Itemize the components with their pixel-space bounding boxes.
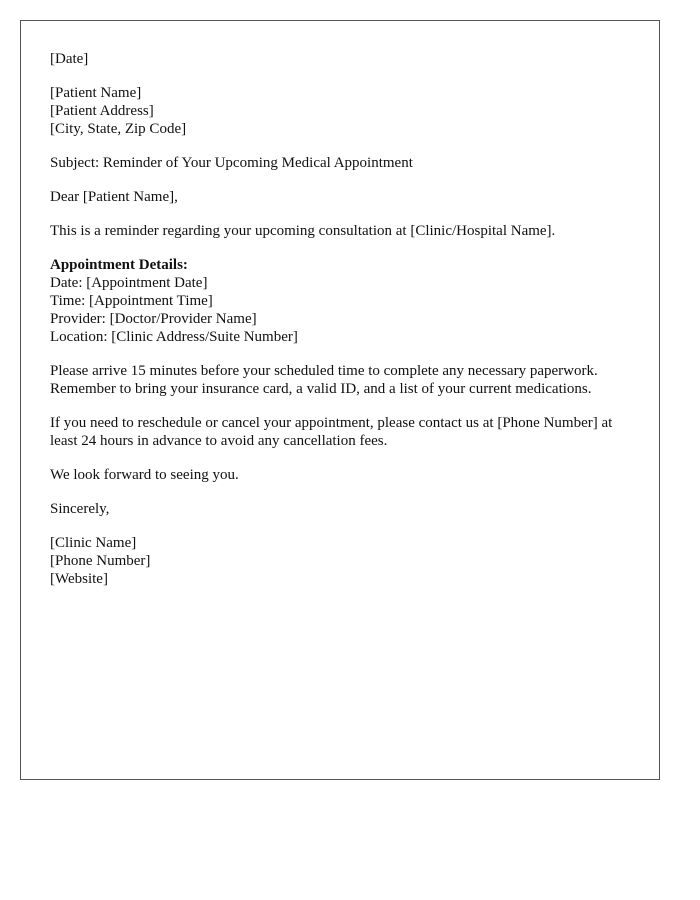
signature-clinic-name: [Clinic Name] <box>50 535 137 551</box>
appointment-details-heading: Appointment Details: <box>50 257 188 273</box>
sign-off-block <box>50 500 640 518</box>
reschedule-block <box>50 414 640 450</box>
arrival-block <box>50 362 640 398</box>
appointment-time: Time: [Appointment Time] <box>50 293 213 309</box>
date-block <box>50 50 640 68</box>
recipient-address: [Patient Address] <box>50 103 154 119</box>
recipient-address-block <box>50 84 640 138</box>
letter-date: [Date] <box>50 51 89 67</box>
appointment-location: Location: [Clinic Address/Suite Number] <box>50 329 298 345</box>
appointment-date: Date: [Appointment Date] <box>50 275 208 291</box>
signature-website: [Website] <box>50 571 108 587</box>
intro-paragraph: This is a reminder regarding your upcoming consultation at [Clinic/Hospital Name]. <box>50 223 556 239</box>
recipient-name: [Patient Name] <box>50 85 142 101</box>
recipient-city-state-zip: [City, State, Zip Code] <box>50 121 187 137</box>
letter-greeting: Dear [Patient Name], <box>50 189 178 205</box>
letter-subject: Subject: Reminder of Your Upcoming Medical Appointment <box>50 155 413 171</box>
signature-block <box>50 534 640 588</box>
signature-phone: [Phone Number] <box>50 553 151 569</box>
intro-block <box>50 222 640 240</box>
arrival-paragraph: Please arrive 15 minutes before your scheduled time to complete any necessary paperwork. Remember to bring your insurance card, a valid ID, and a list of your current medications. <box>50 363 598 397</box>
closing-block <box>50 466 640 484</box>
sign-off: Sincerely, <box>50 501 110 517</box>
reschedule-paragraph: If you need to reschedule or cancel your appointment, please contact us at [Phone Number] at least 24 hours in advance to avoid any cancellation fees. <box>50 415 613 449</box>
closing-line: We look forward to seeing you. <box>50 467 239 483</box>
appointment-details-block <box>50 256 640 346</box>
appointment-provider: Provider: [Doctor/Provider Name] <box>50 311 257 327</box>
letter-body <box>50 50 640 604</box>
subject-block <box>50 154 640 172</box>
letter-frame <box>20 20 660 780</box>
greeting-block <box>50 188 640 206</box>
